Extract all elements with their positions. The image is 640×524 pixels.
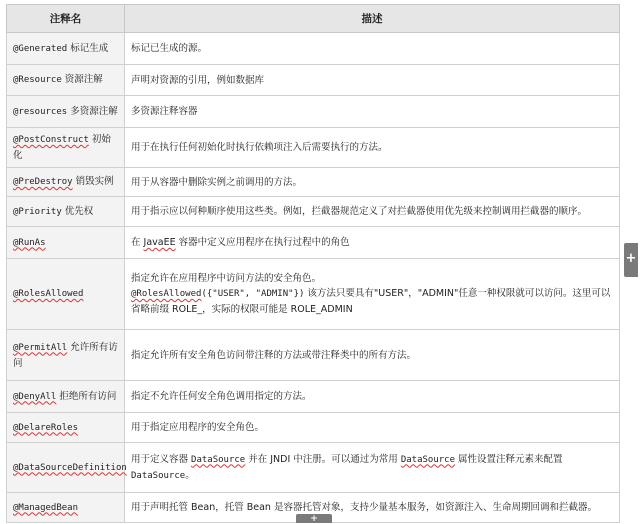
description-cell: 指定允许在应用程序中访问方法的安全角色。 @RolesAllowed({"USER", "ADMIN"}) 该方法只要具有"USER"，"ADMIN"任意一种权限就可以访问。这里可以省略前缀 ROLE_，实际的权限可能是 ROLE_ADMIN — [125, 259, 620, 330]
annotation-name-cell: @Resource 资源注解 — [7, 65, 125, 96]
table-row — [7, 330, 620, 381]
description-cell: 用于声明托管 Bean，托管 Bean 是容器托管对象，支持少量基本服务，如资源注入、生命周期回调和拦截器。 — [125, 493, 620, 523]
description-cell: 用于在执行任何初始化时执行依赖项注入后需要执行的方法。 — [125, 128, 620, 168]
annotation-name-cell: @DataSourceDefinition — [7, 443, 125, 493]
description-cell: 标记已生成的源。 — [125, 33, 620, 65]
table-row — [7, 197, 620, 227]
annotation-name-cell: @PermitAll 允许所有访问 — [7, 330, 125, 381]
table-row — [7, 413, 620, 443]
table-row — [7, 168, 620, 197]
description-cell: 用于指示应以何种顺序使用这些类。例如，拦截器规范定义了对拦截器使用优先级来控制调用拦截器的顺序。 — [125, 197, 620, 227]
annotation-name-cell: @resources 多资源注解 — [7, 96, 125, 128]
annotation-name-cell: @PreDestroy 销毁实例 — [7, 168, 125, 197]
annotation-name-cell: @Priority 优先权 — [7, 197, 125, 227]
table-row — [7, 65, 620, 96]
expand-side-button[interactable]: + — [624, 243, 638, 277]
annotation-name-cell: @Generated 标记生成 — [7, 33, 125, 65]
expand-bottom-button[interactable]: + — [296, 514, 332, 523]
description-cell: 用于从容器中删除实例之前调用的方法。 — [125, 168, 620, 197]
description-cell: 指定不允许任何安全角色调用指定的方法。 — [125, 381, 620, 413]
table-row — [7, 381, 620, 413]
description-cell: 用于定义容器 DataSource 并在 JNDI 中注册。可以通过为常用 DataSource 属性设置注释元素来配置 DataSource。 — [125, 443, 620, 493]
annotation-name-cell: @DelareRoles — [7, 413, 125, 443]
table-row — [7, 443, 620, 493]
description-cell: 在 JavaEE 容器中定义应用程序在执行过程中的角色 — [125, 227, 620, 259]
annotation-table-container — [6, 4, 620, 523]
description-cell: 指定允许所有安全角色访问带注释的方法或带注释类中的所有方法。 — [125, 330, 620, 381]
annotation-name-cell: @RunAs — [7, 227, 125, 259]
annotation-name-cell: @PostConstruct 初始化 — [7, 128, 125, 168]
header-description: 描述 — [125, 5, 620, 33]
annotation-table — [6, 4, 620, 523]
header-annotation-name: 注释名 — [7, 5, 125, 33]
table-row — [7, 259, 620, 330]
table-row — [7, 128, 620, 168]
annotation-name-cell: @RolesAllowed — [7, 259, 125, 330]
description-cell: 多资源注释容器 — [125, 96, 620, 128]
table-row — [7, 33, 620, 65]
description-cell: 声明对资源的引用，例如数据库 — [125, 65, 620, 96]
table-row — [7, 227, 620, 259]
annotation-name-cell: @DenyAll 拒绝所有访问 — [7, 381, 125, 413]
table-header-row — [7, 5, 620, 33]
description-cell: 用于指定应用程序的安全角色。 — [125, 413, 620, 443]
annotation-name-cell: @ManagedBean — [7, 493, 125, 523]
table-row — [7, 96, 620, 128]
